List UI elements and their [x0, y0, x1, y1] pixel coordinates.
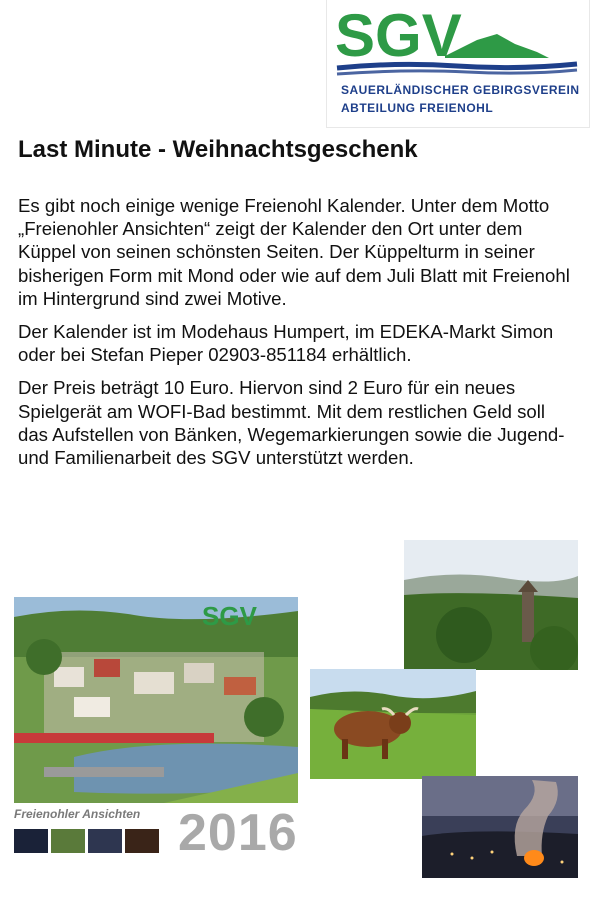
- article-body: [18, 194, 578, 479]
- thumbnail-fire: [125, 829, 159, 853]
- paragraph-price: Der Preis beträgt 10 Euro. Hiervon sind 2 Euro für ein neues Spielgerät am WOFI-Bad bestimmt. Mit dem restlichen Geld soll das Aufstellen von Bänken, Wegemarkierungen sowie die Jugend- und Familienarbeit des SGV unterstützt werden.: [18, 377, 565, 469]
- photo-highland-cattle: [310, 669, 476, 779]
- calendar-subtitle: Freienohler Ansichten: [14, 807, 141, 821]
- paragraph-calendar: Es gibt noch einige wenige Freienohl Kalender. Unter dem Motto „Freienohler Ansichten“ zeigt der Kalender den Ort unter dem Küppel von seinen schönsten Seiten. Der Küppelturm in seiner bisherigen Form mit Mond oder wie auf dem Juli Blatt mit Freienohl im Hintergrund sind zwei Motive.: [18, 195, 570, 309]
- sgv-logo-mark: [327, 0, 591, 82]
- page-title: Last Minute - Weihnachtsgeschenk: [18, 136, 418, 163]
- photo-fire-night: [422, 776, 578, 878]
- thumbnail-cattle: [51, 829, 85, 853]
- calendar-sgv-logo: SGV: [202, 601, 257, 631]
- calendar-cover: [12, 595, 300, 870]
- logo-line-1: SAUERLÄNDISCHER GEBIRGSVEREIN: [341, 83, 580, 97]
- sgv-logo-initials: SGV: [335, 2, 462, 69]
- paragraph-sales: Der Kalender ist im Modehaus Humpert, im EDEKA-Markt Simon oder bei Stefan Pieper 02903-851184 erhältlich.: [18, 321, 554, 366]
- photo-kueppel-tower: [404, 540, 578, 670]
- calendar-year: 2016: [178, 804, 298, 862]
- thumbnail-town: [88, 829, 122, 853]
- logo-line-2: ABTEILUNG FREIENOHL: [341, 101, 494, 115]
- calendar-thumbnails: [14, 829, 164, 855]
- sgv-logo: [326, 0, 590, 128]
- thumbnail-night: [14, 829, 48, 853]
